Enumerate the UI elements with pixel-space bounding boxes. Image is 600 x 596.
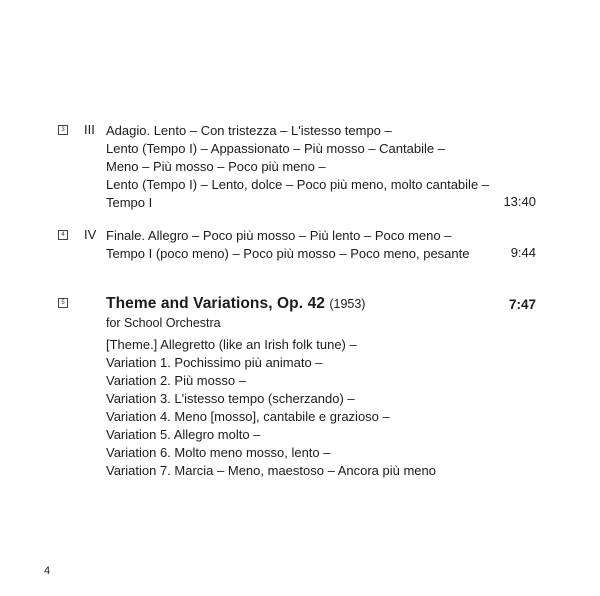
track-duration: 9:44 xyxy=(510,245,536,260)
variation-line: Variation 7. Marcia – Meno, maestoso – Ancora più meno xyxy=(106,463,436,478)
work-title-line xyxy=(106,294,436,314)
variation-line: Variation 2. Più mosso – xyxy=(106,373,246,388)
track-number-box: 3 xyxy=(58,125,68,135)
variation-line: Variation 3. L'istesso tempo (scherzando) – xyxy=(106,391,355,406)
tempo-line: Adagio. Lento – Con tristezza – L'istesso tempo – xyxy=(106,123,392,138)
tempo-line: Lento (Tempo I) – Appassionato – Più mosso – Cantabile – xyxy=(106,141,445,156)
track-number-box: 4 xyxy=(58,230,68,240)
tempo-line: Tempo I xyxy=(106,195,153,210)
movement-tempo-lines xyxy=(106,227,469,263)
variation-line: Variation 1. Pochissimo più animato – xyxy=(106,355,323,370)
tempo-line: Finale. Allegro – Poco più mosso – Più lento – Poco meno – xyxy=(106,228,452,243)
page-number: 4 xyxy=(44,565,51,577)
tempo-line: Meno – Più mosso – Poco più meno – xyxy=(106,159,326,174)
tempo-line: Lento (Tempo I) – Lento, dolce – Poco più meno, molto cantabile – xyxy=(106,177,490,192)
work-year: (1953) xyxy=(329,297,366,311)
work-block xyxy=(106,294,436,480)
tempo-line: Tempo I (poco meno) – Poco più mosso – Poco meno, pesante xyxy=(106,246,470,261)
variation-line: [Theme.] Allegretto (like an Irish folk tune) – xyxy=(106,337,357,352)
track-duration: 13:40 xyxy=(503,194,536,209)
track-duration: 7:47 xyxy=(508,297,536,312)
track-number-box: 5 xyxy=(58,298,68,308)
variation-line: Variation 5. Allegro molto – xyxy=(106,427,261,442)
movement-tempo-lines xyxy=(106,122,489,212)
movement-number: IV xyxy=(84,227,97,242)
movement-number: III xyxy=(84,122,95,137)
work-title: Theme and Variations, Op. 42 xyxy=(106,295,326,312)
variation-line: Variation 4. Meno [mosso], cantabile e grazioso – xyxy=(106,409,390,424)
variation-line: Variation 6. Molto meno mosso, lento – xyxy=(106,445,331,460)
work-subtitle: for School Orchestra xyxy=(106,316,221,330)
